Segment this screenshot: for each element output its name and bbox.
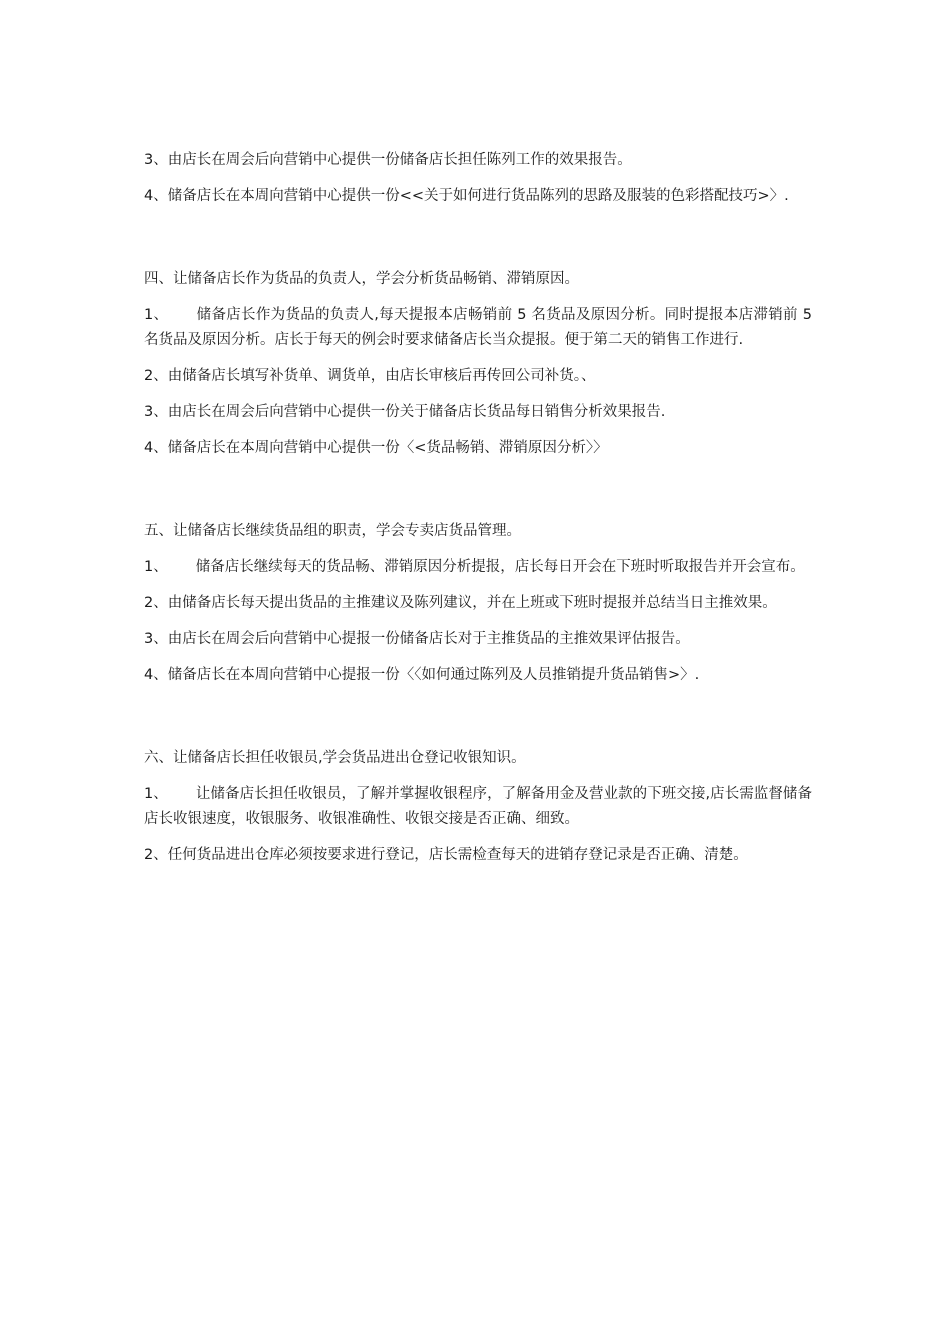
section4-item-2: 2、由储备店长填写补货单、调货单，由店长审核后再传回公司补货。、 bbox=[144, 368, 596, 384]
section6-item-1-text: 让储备店长担任收银员，了解并掌握收银程序，了解备用金及营业款的下班交接,店长需监督储备店长收银速度，收银服务、收银准确性、收银交接是否正确、细致。 bbox=[144, 786, 812, 827]
section5-item-1 bbox=[144, 555, 812, 580]
section3-item-3: 3、由店长在周会后向营销中心提供一份储备店长担任陈列工作的效果报告。 bbox=[144, 152, 632, 168]
section6-heading: 六、让储备店长担任收银员,学会货品进出仓登记收银知识。 bbox=[144, 750, 526, 766]
section5-item-1-prefix: 1、 bbox=[144, 559, 168, 575]
section5-heading: 五、让储备店长继续货品组的职责，学会专卖店货品管理。 bbox=[144, 523, 521, 539]
section5-item-2: 2、由储备店长每天提出货品的主推建议及陈列建议，并在上班或下班时提报并总结当日主推效果。 bbox=[144, 595, 777, 611]
section5-item-4: 4、储备店长在本周向营销中心提报一份〈〈如何通过陈列及人员推销提升货品销售>〉. bbox=[144, 667, 700, 683]
section6-item-1 bbox=[144, 782, 812, 832]
section6-item-1-prefix: 1、 bbox=[144, 786, 168, 802]
section4-item-1-prefix: 1、 bbox=[144, 307, 169, 323]
section3-item-4: 4、储备店长在本周向营销中心提供一份<<关于如何进行货品陈列的思路及服装的色彩搭配技巧>〉. bbox=[144, 188, 789, 204]
section4-item-1 bbox=[144, 303, 812, 353]
section5-item-1-text: 储备店长继续每天的货品畅、滞销原因分析提报，店长每日开会在下班时听取报告并开会宣布。 bbox=[195, 559, 805, 575]
section4-heading: 四、让储备店长作为货品的负责人，学会分析货品畅销、滞销原因。 bbox=[144, 271, 579, 287]
section6-item-2: 2、任何货品进出仓库必须按要求进行登记，店长需检查每天的进销存登记录是否正确、清楚。 bbox=[144, 847, 748, 863]
document-body bbox=[144, 148, 812, 879]
section4-item-3: 3、由店长在周会后向营销中心提供一份关于储备店长货品每日销售分析效果报告. bbox=[144, 404, 666, 420]
section4-item-1-text: 储备店长作为货品的负责人,每天提报本店畅销前 5 名货品及原因分析。同时提报本店滞销前 5 名货品及原因分析。店长于每天的例会时要求储备店长当众提报。便于第二天的销售工作进行. bbox=[144, 307, 812, 348]
section5-item-3: 3、由店长在周会后向营销中心提报一份储备店长对于主推货品的主推效果评估报告。 bbox=[144, 631, 690, 647]
section4-item-4: 4、储备店长在本周向营销中心提供一份〈<货品畅销、滞销原因分析〉〉 bbox=[144, 440, 608, 456]
